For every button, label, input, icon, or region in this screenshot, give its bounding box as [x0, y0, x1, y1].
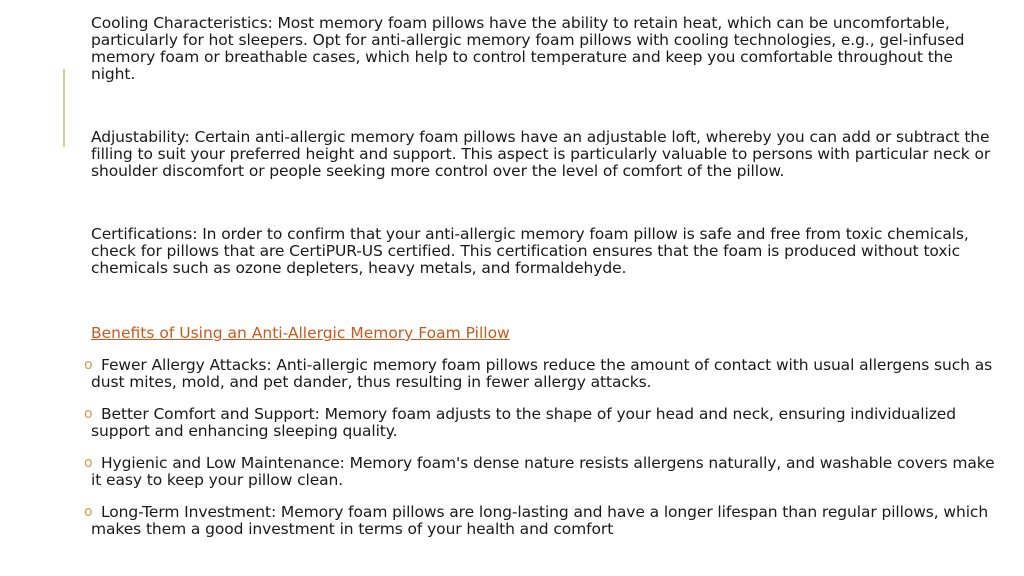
- benefit-better-comfort: Better Comfort and Support: Memory foam adjusts to the shape of your head and neck, ensuring individualized support and enhancing sleeping quality.: [91, 405, 956, 440]
- list-item: [84, 356, 1001, 391]
- adjustability-paragraph: Adjustability: Certain anti-allergic memory foam pillows have an adjustable loft, whereby you can add or subtract the filling to suit your preferred height and support. This aspect is particularly valuable to persons with particular neck or shoulder discomfort or people seeking more control over the level of comfort of the pillow.: [91, 128, 991, 180]
- bullet-circle-icon: o: [84, 504, 93, 520]
- list-item: [84, 454, 1001, 489]
- list-item: [84, 405, 1001, 440]
- slide-content: [84, 14, 1001, 553]
- benefits-list: [84, 356, 1001, 538]
- benefit-fewer-allergy-attacks: Fewer Allergy Attacks: Anti-allergic memory foam pillows reduce the amount of contact with usual allergens such as dust mites, mold, and pet dander, thus resulting in fewer allergy attacks.: [91, 356, 993, 391]
- list-item: [84, 503, 1001, 538]
- bullet-circle-icon: o: [84, 406, 93, 422]
- bullet-circle-icon: o: [84, 357, 93, 373]
- benefits-heading-link[interactable]: Benefits of Using an Anti-Allergic Memory Foam Pillow: [91, 324, 510, 342]
- benefit-hygienic: Hygienic and Low Maintenance: Memory foam's dense nature resists allergens naturally, and washable covers make it easy to keep your pillow clean.: [91, 454, 995, 489]
- benefit-long-term-investment: Long-Term Investment: Memory foam pillows are long-lasting and have a longer lifespan than regular pillows, which makes them a good investment in terms of your health and comfort: [91, 503, 989, 538]
- bullet-circle-icon: o: [84, 455, 93, 471]
- cooling-characteristics-paragraph: Cooling Characteristics: Most memory foam pillows have the ability to retain heat, which can be uncomfortable, particularly for hot sleepers. Opt for anti-allergic memory foam pillows with cooling technologies, e.g., gel-infused memory foam or breathable cases, which help to control temperature and keep you comfortable throughout the night.: [91, 14, 965, 83]
- certifications-paragraph: Certifications: In order to confirm that your anti-allergic memory foam pillow is safe and free from toxic chemicals, check for pillows that are CertiPUR-US certified. This certification ensures that the foam is produced without toxic chemicals such as ozone depleters, heavy metals, and formaldehyde.: [91, 225, 969, 277]
- accent-bar: [63, 69, 65, 147]
